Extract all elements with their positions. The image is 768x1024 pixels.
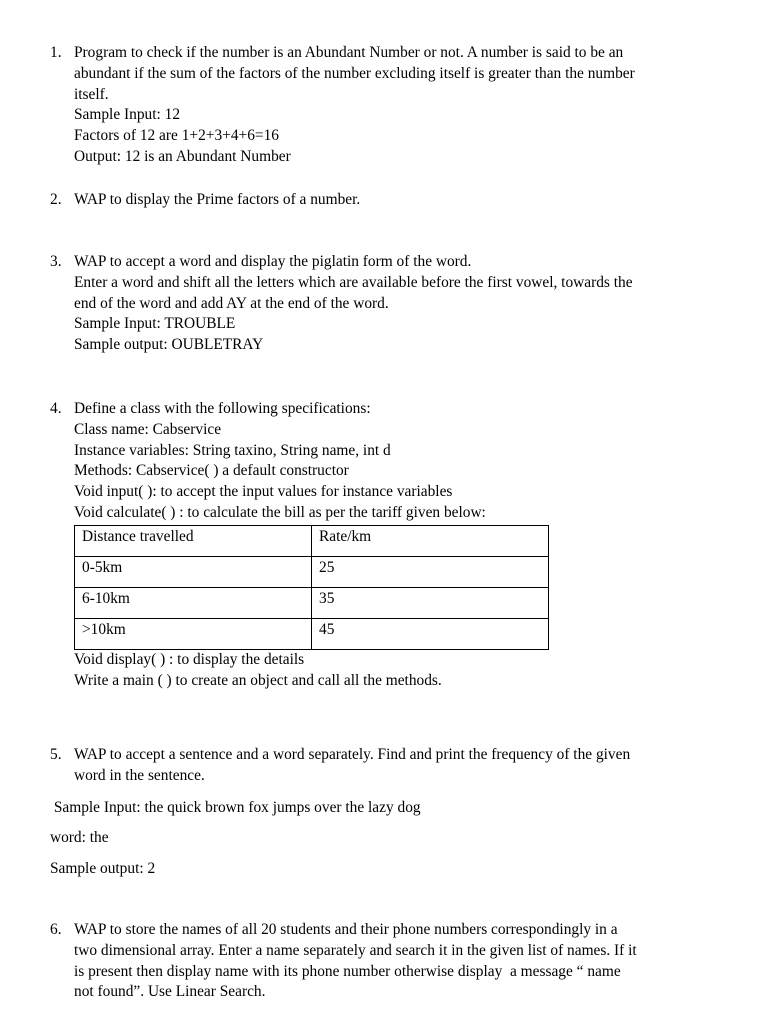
question-4 xyxy=(50,399,740,691)
question-body xyxy=(74,43,740,168)
table-cell: 45 xyxy=(312,618,549,649)
question-text-line: itself. xyxy=(74,85,109,103)
sample-input: Sample Input: the quick brown fox jumps over the lazy dog xyxy=(50,799,421,816)
question-text-line: Enter a word and shift all the letters which are available before the first vowel, towards the xyxy=(74,273,633,291)
question-2 xyxy=(50,190,740,211)
question-text-line: not found”. Use Linear Search. xyxy=(74,983,266,1001)
input-method-line: Void input( ): to accept the input values for instance variables xyxy=(74,483,453,501)
question-number: 1. xyxy=(50,44,62,61)
question-text-line: WAP to display the Prime factors of a number. xyxy=(74,191,361,208)
question-text-line: Define a class with the following specifications: xyxy=(74,400,371,417)
question-text-line: abundant if the sum of the factors of the number excluding itself is greater than the number xyxy=(74,64,635,82)
question-text-line: end of the word and add AY at the end of the word. xyxy=(74,294,389,312)
table-row xyxy=(75,587,549,618)
sample-input: Sample Input: 12 xyxy=(74,106,181,124)
sample-input: Sample Input: TROUBLE xyxy=(74,315,236,333)
question-5 xyxy=(50,745,740,787)
question-text-line: WAP to accept a word and display the piglatin form of the word. xyxy=(74,253,472,270)
output-line: Output: 12 is an Abundant Number xyxy=(74,147,291,165)
table-cell: 25 xyxy=(312,556,549,587)
question-1 xyxy=(50,43,740,168)
question-body xyxy=(74,252,740,356)
question-text-line: is present then display name with its phone number otherwise display a message “ name xyxy=(74,962,621,980)
question-body xyxy=(74,190,740,211)
main-method-line: Write a main ( ) to create an object and call all the methods. xyxy=(74,671,442,689)
calculate-method-line: Void calculate( ) : to calculate the bill as per the tariff given below: xyxy=(74,503,486,521)
question-6 xyxy=(50,920,740,1003)
question-number: 6. xyxy=(50,921,62,938)
table-row xyxy=(75,556,549,587)
sample-word: word: the xyxy=(50,829,109,846)
sample-output: Sample output: OUBLETRAY xyxy=(74,336,264,354)
instance-variables-line: Instance variables: String taxino, String name, int d xyxy=(74,441,391,459)
display-method-line: Void display( ) : to display the details xyxy=(74,650,305,668)
sample-output: Sample output: 2 xyxy=(50,860,156,877)
question-number: 4. xyxy=(50,400,62,417)
table-cell: 6-10km xyxy=(75,587,312,618)
question-text-line: Program to check if the number is an Abundant Number or not. A number is said to be an xyxy=(74,44,624,61)
question-text-line: WAP to accept a sentence and a word separately. Find and print the frequency of the given xyxy=(74,746,631,763)
question-body xyxy=(74,745,740,787)
question-body xyxy=(74,920,740,1003)
table-header-cell: Distance travelled xyxy=(75,525,312,556)
question-text-line: two dimensional array. Enter a name separately and search it in the given list of names. If it xyxy=(74,941,637,959)
question-number: 2. xyxy=(50,191,62,208)
table-header-cell: Rate/km xyxy=(312,525,549,556)
table-cell: 0-5km xyxy=(75,556,312,587)
question-text-line: WAP to store the names of all 20 students and their phone numbers correspondingly in a xyxy=(74,921,618,938)
table-row xyxy=(75,618,549,649)
table-cell: >10km xyxy=(75,618,312,649)
factors-line: Factors of 12 are 1+2+3+4+6=16 xyxy=(74,127,279,145)
table-header-row xyxy=(75,525,549,556)
tariff-table xyxy=(74,525,549,650)
table-cell: 35 xyxy=(312,587,549,618)
question-number: 3. xyxy=(50,253,62,270)
question-body xyxy=(74,399,740,691)
question-number: 5. xyxy=(50,746,62,763)
question-3 xyxy=(50,252,740,356)
question-text-line: word in the sentence. xyxy=(74,766,205,784)
methods-line: Methods: Cabservice( ) a default constructor xyxy=(74,462,349,480)
class-name-line: Class name: Cabservice xyxy=(74,420,222,438)
